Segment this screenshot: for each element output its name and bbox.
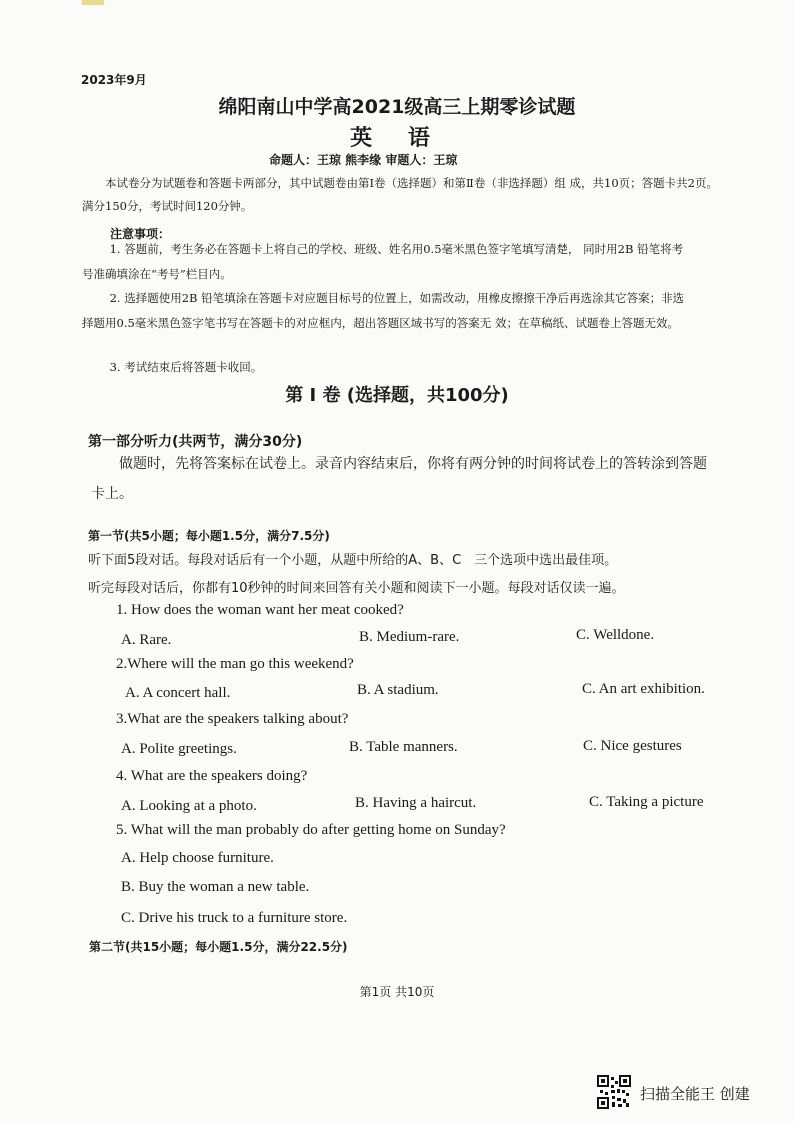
question-4-stem: 4. What are the speakers doing? xyxy=(116,768,308,784)
part1-title: 第一部分听力(共两节，满分30分) xyxy=(88,434,303,450)
question-5-option-a: A. Help choose furniture. xyxy=(121,850,274,866)
question-3-stem: 3.What are the speakers talking about? xyxy=(116,711,349,727)
section1-title: 第一节(共5小题；每小题1.5分，满分7.5分) xyxy=(88,529,330,543)
question-4-option-c: C. Taking a picture xyxy=(589,794,704,810)
question-1-option-a: A. Rare. xyxy=(121,632,172,648)
question-2-option-c: C. An art exhibition. xyxy=(582,681,705,697)
paper-clip-mark xyxy=(82,0,104,5)
part1-description: 做题时，先将答案标在试卷上。录音内容结束后，你将有两分钟的时间将试卷上的答转涂到答题卡上。 xyxy=(91,456,707,502)
question-4-option-b: B. Having a haircut. xyxy=(355,795,477,811)
notice-item-2: 2. 选择题使用2B 铅笔填涂在答题卡对应题目标号的位置上，如需改动，用橡皮擦擦干净后再选涂其它答案；非选择题用0.5毫米黑色签字笔书写在答题卡的对应框内，超出答题区域书写的答案无 效；在草稿纸、试题卷上答题无效。 xyxy=(82,291,685,330)
question-5-option-b: B. Buy the woman a new table. xyxy=(121,879,310,895)
notice-item-1: 1. 答题前，考生务必在答题卡上将自己的学校、班级、姓名用0.5毫米黑色签字笔填写清楚， 同时用2B 铅笔将考号准确填涂在“考号”栏目内。 xyxy=(82,242,684,281)
question-5-option-c: C. Drive his truck to a furniture store. xyxy=(121,910,348,926)
question-4-option-a: A. Looking at a photo. xyxy=(121,798,257,814)
exam-title: 绵阳南山中学高2021级高三上期零诊试题 xyxy=(218,96,576,118)
section2-title: 第二节(共15小题；每小题1.5分，满分22.5分) xyxy=(89,940,348,954)
section1-instruction-2: 听完每段对话后，你都有10秒钟的时间来回答有关小题和阅读下一小题。每段对话仅读一遍。 xyxy=(88,581,625,596)
scanner-watermark: 扫描全能王 创建 xyxy=(640,1085,750,1103)
notice-item-3: 3. 考试结束后将答题卡收回。 xyxy=(109,360,263,374)
question-2-stem: 2.Where will the man go this weekend? xyxy=(116,656,354,672)
section1-instruction-1: 听下面5段对话。每段对话后有一个小题，从题中所给的A、B、C 三个选项中选出最佳项。 xyxy=(88,553,618,568)
question-1-stem: 1. How does the woman want her meat cooked? xyxy=(116,602,404,618)
question-1-option-b: B. Medium-rare. xyxy=(359,629,460,645)
question-2-option-b: B. A stadium. xyxy=(357,682,439,698)
volume-title: 第 I 卷 (选择题，共100分) xyxy=(285,385,509,406)
question-2-option-a: A. A concert hall. xyxy=(125,685,231,701)
question-3-option-b: B. Table manners. xyxy=(349,739,458,755)
qr-code-icon xyxy=(597,1075,631,1109)
question-3-option-c: C. Nice gestures xyxy=(583,738,682,754)
question-5-stem: 5. What will the man probably do after getting home on Sunday? xyxy=(116,822,506,838)
authors-line: 命题人：王琼 熊李缘 审题人：王琼 xyxy=(269,153,458,167)
exam-date: 2023年9月 xyxy=(81,73,147,87)
page-number: 第1页 共10页 xyxy=(359,985,435,999)
notice-heading: 注意事项： xyxy=(110,227,171,241)
question-1-option-c: C. Welldone. xyxy=(576,627,655,643)
subject-title: 英 语 xyxy=(350,126,444,151)
question-3-option-a: A. Polite greetings. xyxy=(121,741,237,757)
intro-paragraph: 本试卷分为试题卷和答题卡两部分，其中试题卷由第Ⅰ卷（选择题）和第Ⅱ卷（非选择题）组 成，共10页；答题卡共2页。满分150分，考试时间120分钟。 xyxy=(82,176,718,213)
